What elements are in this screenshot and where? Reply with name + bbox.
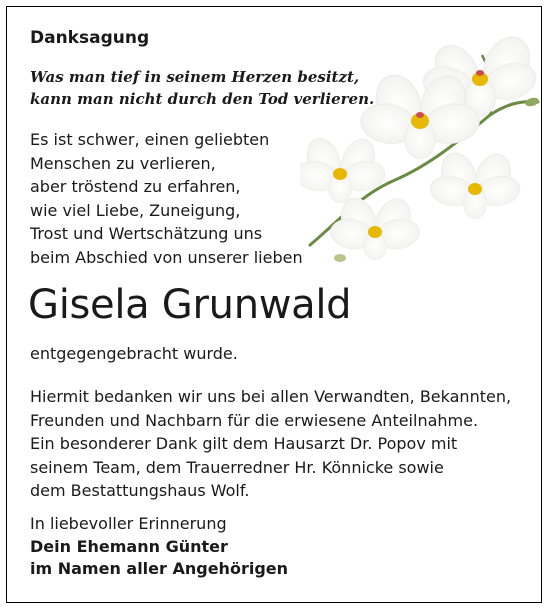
thanks-line: Ein besonderer Dank gilt dem Hausarzt Dr. Popov mit: [30, 434, 458, 453]
thanks-line: Hiermit bedanken wir uns bei allen Verwandten, Bekannten,: [30, 387, 512, 406]
verse-line: Menschen zu verlieren,: [30, 153, 216, 173]
condolence-verse: [30, 128, 340, 269]
thanks-paragraph: [30, 385, 530, 503]
quote-line: kann man nicht durch den Tod verlieren.: [30, 90, 375, 108]
verse-line: Es ist schwer, einen geliebten: [30, 130, 270, 149]
signature-line: im Namen aller Angehörigen: [30, 559, 289, 578]
notice-heading: Danksagung: [30, 28, 150, 48]
quote-line: Was man tief in seinem Herzen besitzt,: [30, 68, 360, 86]
verse-line: aber tröstend zu erfahren,: [30, 177, 241, 196]
thanks-line: seinem Team, dem Trauerredner Hr. Könnicke sowie: [30, 457, 444, 477]
closing-block: [30, 513, 430, 581]
verse-line: wie viel Liebe, Zuneigung,: [30, 200, 241, 220]
after-name-line: entgegengebracht wurde.: [30, 344, 238, 363]
orchid-flower-icon: [300, 20, 540, 270]
thanks-line: Freunden und Nachbarn für die erwiesene Anteilnahme.: [30, 410, 479, 430]
signature-line: Dein Ehemann Günter: [30, 536, 228, 556]
verse-line: Trost und Wertschätzung uns: [30, 224, 263, 243]
deceased-name: Gisela Grunwald: [28, 282, 352, 328]
thanks-line: dem Bestattungshaus Wolf.: [30, 481, 250, 500]
verse-line: beim Abschied von unserer lieben: [30, 247, 303, 267]
closing-line: In liebevoller Erinnerung: [30, 514, 227, 533]
